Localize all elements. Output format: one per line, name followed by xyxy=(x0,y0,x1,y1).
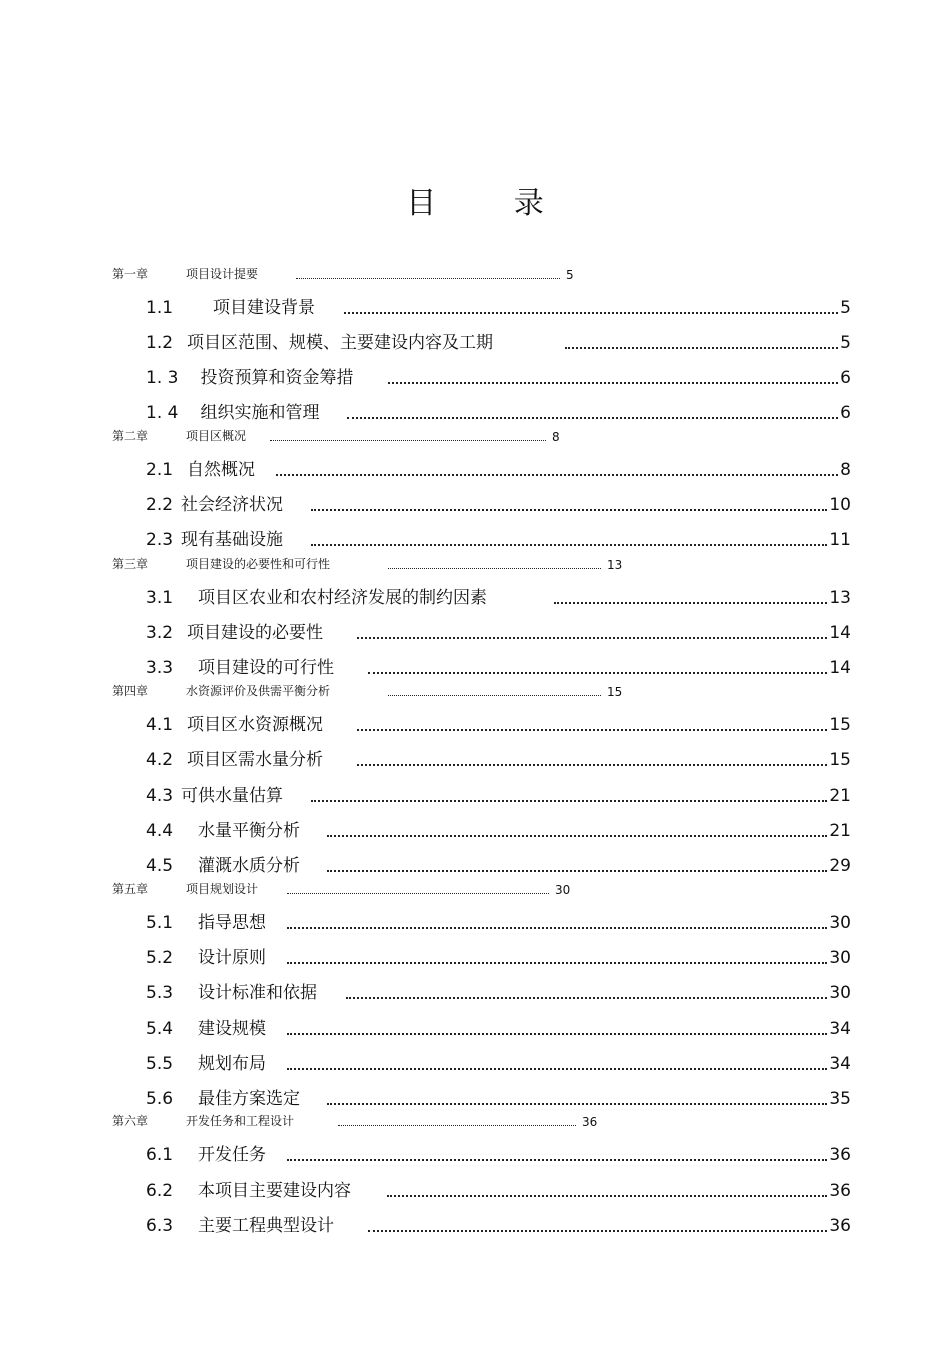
toc-entry-title: 投资预算和资金筹措 xyxy=(200,368,354,388)
toc-entry-number: 第三章 xyxy=(112,557,149,571)
toc-page-number: 30 xyxy=(555,883,571,897)
toc-page-number: 36 xyxy=(582,1115,598,1129)
toc-entry-number: 6.3 xyxy=(146,1216,174,1236)
toc-section-entry[interactable] xyxy=(146,1143,851,1165)
toc-dot-leader xyxy=(287,962,827,964)
toc-page-number: 8 xyxy=(840,460,851,480)
toc-dot-leader xyxy=(368,1230,827,1232)
toc-entry-title: 指导思想 xyxy=(198,913,267,933)
toc-entry-title: 项目规划设计 xyxy=(186,882,259,896)
toc-entry-number: 第一章 xyxy=(112,267,149,281)
toc-chapter-entry[interactable] xyxy=(112,881,570,897)
toc-dot-leader xyxy=(388,568,601,569)
toc-entry-title: 设计原则 xyxy=(198,948,267,968)
toc-dot-leader xyxy=(287,1033,827,1035)
toc-entry-title: 项目建设背景 xyxy=(213,298,316,318)
toc-entry-number: 4.5 xyxy=(146,856,174,876)
toc-dot-leader xyxy=(270,440,546,441)
toc-section-entry[interactable] xyxy=(146,713,851,735)
toc-entry-number: 4.4 xyxy=(146,821,174,841)
toc-entry-number: 2.1 xyxy=(146,460,174,480)
toc-section-entry[interactable] xyxy=(146,586,851,608)
toc-entry-title: 可供水量估算 xyxy=(181,786,284,806)
toc-dot-leader xyxy=(327,870,827,872)
toc-page-number: 8 xyxy=(552,430,560,444)
toc-entry-title: 本项目主要建设内容 xyxy=(198,1181,352,1201)
toc-dot-leader xyxy=(311,509,827,511)
toc-entry-title: 开发任务 xyxy=(198,1145,267,1165)
toc-page-number: 15 xyxy=(607,685,623,699)
toc-entry-title: 最佳方案选定 xyxy=(198,1089,301,1109)
toc-dot-leader xyxy=(346,997,827,999)
toc-page-number: 15 xyxy=(829,715,851,735)
toc-dot-leader xyxy=(327,1103,827,1105)
toc-section-entry[interactable] xyxy=(146,528,851,550)
toc-entry-title: 项目区需水量分析 xyxy=(187,750,324,770)
toc-chapter-entry[interactable] xyxy=(112,683,622,699)
toc-entry-title: 项目区水资源概况 xyxy=(187,715,324,735)
toc-entry-title: 灌溉水质分析 xyxy=(198,856,301,876)
toc-entry-number: 4.2 xyxy=(146,750,174,770)
page-title: 目 录 xyxy=(406,186,578,221)
toc-entry-number: 第二章 xyxy=(112,429,149,443)
toc-entry-title: 水资源评价及供需平衡分析 xyxy=(186,684,331,698)
toc-page-number: 11 xyxy=(829,530,851,550)
toc-section-entry[interactable] xyxy=(146,748,851,770)
toc-page-number: 30 xyxy=(829,948,851,968)
toc-dot-leader xyxy=(287,893,549,894)
toc-section-entry[interactable] xyxy=(146,1017,851,1039)
toc-page-number: 5 xyxy=(566,268,574,282)
toc-section-entry[interactable] xyxy=(146,656,851,678)
toc-entry-title: 项目区范围、规模、主要建设内容及工期 xyxy=(187,333,494,353)
toc-entry-title: 自然概况 xyxy=(187,460,256,480)
toc-page-number: 5 xyxy=(840,333,851,353)
toc-section-entry[interactable] xyxy=(146,401,851,423)
toc-section-entry[interactable] xyxy=(146,621,851,643)
toc-entry-number: 5.2 xyxy=(146,948,174,968)
toc-section-entry[interactable] xyxy=(146,1087,851,1109)
toc-section-entry[interactable] xyxy=(146,1179,851,1201)
toc-entry-number: 5.6 xyxy=(146,1089,174,1109)
toc-dot-leader xyxy=(388,382,838,384)
toc-entry-title: 现有基础设施 xyxy=(181,530,284,550)
toc-dot-leader xyxy=(388,695,601,696)
toc-page-number: 10 xyxy=(829,495,851,515)
toc-entry-number: 1.1 xyxy=(146,298,174,318)
toc-entry-number: 4.1 xyxy=(146,715,174,735)
toc-dot-leader xyxy=(311,800,827,802)
toc-section-entry[interactable] xyxy=(146,1052,851,1074)
toc-entry-number: 6.2 xyxy=(146,1181,174,1201)
toc-entry-title: 规划布局 xyxy=(198,1054,267,1074)
toc-page-number: 14 xyxy=(829,623,851,643)
toc-page-number: 21 xyxy=(829,786,851,806)
toc-page-number: 13 xyxy=(607,558,623,572)
toc-entry-title: 项目区概况 xyxy=(186,429,247,443)
toc-page-number: 36 xyxy=(829,1216,851,1236)
toc-dot-leader xyxy=(296,278,560,279)
toc-entry-title: 项目区农业和农村经济发展的制约因素 xyxy=(198,588,488,608)
toc-dot-leader xyxy=(311,544,827,546)
toc-page-number: 6 xyxy=(840,403,851,423)
toc-dot-leader xyxy=(565,347,838,349)
toc-dot-leader xyxy=(368,672,827,674)
toc-page-number: 35 xyxy=(829,1089,851,1109)
toc-entry-number: 6.1 xyxy=(146,1145,174,1165)
toc-entry-title: 设计标准和依据 xyxy=(198,983,318,1003)
toc-section-entry[interactable] xyxy=(146,946,851,968)
toc-entry-number: 5.4 xyxy=(146,1019,174,1039)
toc-entry-number: 5.1 xyxy=(146,913,174,933)
toc-entry-title: 开发任务和工程设计 xyxy=(186,1114,295,1128)
toc-dot-leader xyxy=(357,764,827,766)
toc-page-number: 15 xyxy=(829,750,851,770)
toc-entry-number: 1. 3 xyxy=(146,368,179,388)
toc-entry-number: 2.2 xyxy=(146,495,174,515)
toc-chapter-entry[interactable] xyxy=(112,428,560,444)
toc-dot-leader xyxy=(347,417,838,419)
toc-dot-leader xyxy=(554,602,827,604)
toc-dot-leader xyxy=(357,729,827,731)
toc-entry-number: 2.3 xyxy=(146,530,174,550)
toc-entry-number: 3.2 xyxy=(146,623,174,643)
toc-dot-leader xyxy=(344,312,838,314)
toc-entry-number: 5.3 xyxy=(146,983,174,1003)
toc-section-entry[interactable] xyxy=(146,1214,851,1236)
toc-entry-number: 1.2 xyxy=(146,333,174,353)
toc-entry-number: 第六章 xyxy=(112,1114,149,1128)
toc-page-number: 36 xyxy=(829,1181,851,1201)
toc-section-entry[interactable] xyxy=(146,911,851,933)
toc-section-entry[interactable] xyxy=(146,458,851,480)
toc-page-number: 30 xyxy=(829,983,851,1003)
toc-section-entry[interactable] xyxy=(146,854,851,876)
toc-section-entry[interactable] xyxy=(146,981,851,1003)
toc-entry-title: 水量平衡分析 xyxy=(198,821,301,841)
toc-section-entry[interactable] xyxy=(146,296,851,318)
toc-entry-number: 3.1 xyxy=(146,588,174,608)
toc-page-number: 34 xyxy=(829,1019,851,1039)
toc-page-number: 21 xyxy=(829,821,851,841)
toc-entry-title: 社会经济状况 xyxy=(181,495,284,515)
toc-dot-leader xyxy=(357,637,827,639)
toc-dot-leader xyxy=(287,1068,827,1070)
toc-dot-leader xyxy=(287,927,827,929)
toc-section-entry[interactable] xyxy=(146,784,851,806)
toc-entry-title: 项目建设的必要性 xyxy=(187,623,324,643)
toc-entry-number: 第五章 xyxy=(112,882,149,896)
toc-page-number: 34 xyxy=(829,1054,851,1074)
toc-entry-number: 第四章 xyxy=(112,684,149,698)
toc-dot-leader xyxy=(327,835,827,837)
toc-section-entry[interactable] xyxy=(146,366,851,388)
toc-entry-number: 1. 4 xyxy=(146,403,179,423)
toc-dot-leader xyxy=(387,1195,827,1197)
toc-entry-title: 项目建设的可行性 xyxy=(198,658,335,678)
toc-entry-number: 5.5 xyxy=(146,1054,174,1074)
toc-chapter-entry[interactable] xyxy=(112,266,574,282)
toc-page-number: 30 xyxy=(829,913,851,933)
toc-chapter-entry[interactable] xyxy=(112,1113,597,1129)
toc-section-entry[interactable] xyxy=(146,819,851,841)
toc-dot-leader xyxy=(276,474,838,476)
toc-entry-number: 4.3 xyxy=(146,786,174,806)
toc-page-number: 6 xyxy=(840,368,851,388)
toc-entry-title: 项目建设的必要性和可行性 xyxy=(186,557,331,571)
toc-page-number: 14 xyxy=(829,658,851,678)
toc-entry-title: 组织实施和管理 xyxy=(200,403,320,423)
toc-entry-title: 项目设计提要 xyxy=(186,267,259,281)
toc-page-number: 36 xyxy=(829,1145,851,1165)
toc-section-entry[interactable] xyxy=(146,493,851,515)
toc-entry-title: 主要工程典型设计 xyxy=(198,1216,335,1236)
toc-section-entry[interactable] xyxy=(146,331,851,353)
toc-dot-leader xyxy=(338,1125,576,1126)
toc-page-number: 5 xyxy=(840,298,851,318)
toc-page-number: 29 xyxy=(829,856,851,876)
toc-dot-leader xyxy=(287,1159,827,1161)
toc-chapter-entry[interactable] xyxy=(112,556,622,572)
toc-page-number: 13 xyxy=(829,588,851,608)
toc-entry-title: 建设规模 xyxy=(198,1019,267,1039)
toc-entry-number: 3.3 xyxy=(146,658,174,678)
